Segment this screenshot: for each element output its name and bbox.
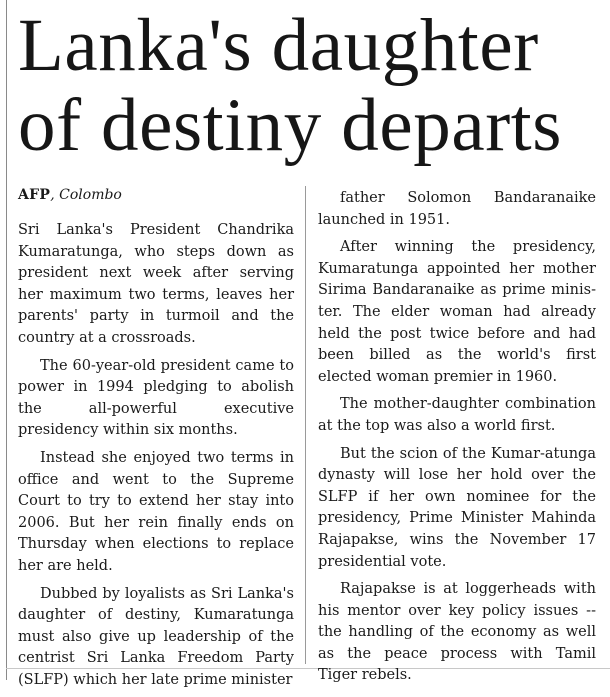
headline-line-2: of destiny departs — [18, 84, 563, 167]
headline-line-1: Lanka's daughter — [18, 4, 539, 87]
byline-agency: AFP — [18, 187, 51, 203]
paragraph-continued: father Solomon Bandaranaike launched in 1951. — [318, 190, 596, 228]
paragraph: After winning the presidency, Kumaratunga appointed her mother Sirima Bandaranaike as prime minister. The elder woman had already held the post twice before and had been billed as the world's first elected woman premier in 1960. — [318, 239, 596, 385]
paragraph: Rajapakse is at loggerheads with his mentor over key policy issues -- the handling of the economy as well as the peace process with Tamil Tiger rebels. — [318, 581, 596, 684]
paragraph: But the scion of the Kumar-atunga dynasty will lose her hold over the SLFP if her own nominee for the presidency, Prime Minister Mahinda Rajapakse, wins the November 17 presidential vote. — [318, 445, 596, 570]
byline-location: Colombo — [59, 187, 122, 203]
paragraph: The 60-year-old president came to power in 1994 pledging to abolish the all-powerful executive presidency within six months. — [18, 357, 294, 439]
byline — [18, 186, 122, 204]
paragraph: Dubbed by loyalists as Sri Lanka's daughter of destiny, Kumaratunga must also give up leadership of the centrist Sri Lanka Freedom Party (SLFP) which her late prime minister — [18, 585, 294, 688]
article-headline — [18, 6, 608, 166]
article-column-right — [318, 188, 596, 693]
article-column-left — [18, 220, 294, 697]
page-edge-rule — [6, 0, 7, 680]
paragraph: Sri Lanka's President Chandrika Kumaratunga, who steps down as president next week after serving her maximum two terms, leaves her parents' party in turmoil and the country at a crossroads. — [18, 222, 294, 346]
paragraph: Instead she enjoyed two terms in office and went to the Supreme Court to try to extend her stay into 2006. But her rein finally ends on Thursday when elections to replace her are held. — [18, 449, 294, 574]
byline-separator: , — [50, 187, 60, 203]
column-divider — [305, 186, 306, 664]
paragraph: The mother-daughter combination at the top was also a world first. — [318, 396, 596, 434]
